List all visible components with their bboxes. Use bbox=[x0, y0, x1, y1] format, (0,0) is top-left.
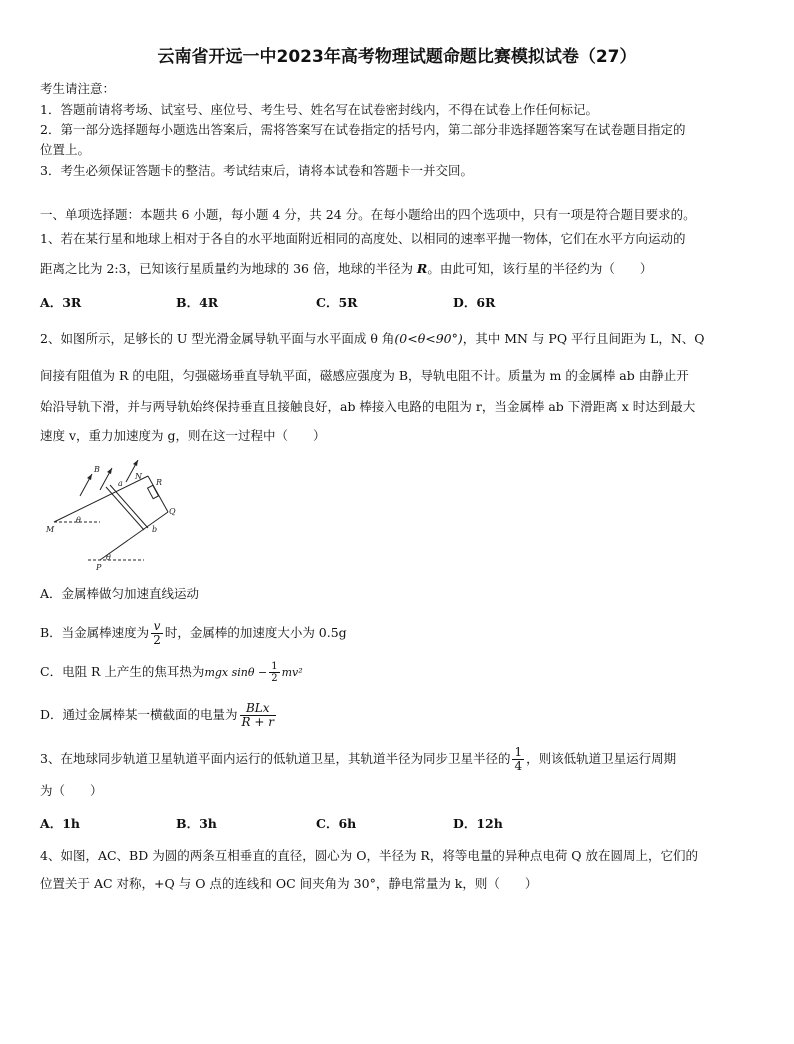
notice-item: 位置上。 bbox=[40, 142, 91, 157]
label-b-field: B bbox=[94, 465, 100, 474]
q1-text: 1、若在某行星和地球上相对于各自的水平地面附近相同的高度处、以相同的速率平抛一物体，它们在水平方向运动的 bbox=[40, 231, 686, 246]
q2-text: 间接有阻值为 R 的电阻，匀强磁场垂直导轨平面，磁感应强度为 B，导轨电阻不计。质量为 m 的金属棒 ab 由静止开 bbox=[40, 368, 689, 383]
q2-rail-diagram bbox=[44, 460, 184, 572]
q2-figure-labels bbox=[45, 465, 176, 572]
q1-option-d: D．6R bbox=[453, 295, 496, 310]
q1-option-c: C．5R bbox=[316, 295, 358, 310]
q2-option-b: B．当金属棒速度为 $\frac{v}{2}$ 时，金属棒的加速度大小为 0.5g bbox=[40, 619, 347, 647]
notice-item: 3．考生必须保证答题卡的整洁。考试结束后，请将本试卷和答题卡一并交回。 bbox=[40, 163, 473, 178]
label-b-end: b bbox=[152, 525, 158, 534]
label-n: N bbox=[135, 472, 142, 481]
page-title: 云南省开远一中2023年高考物理试题命题比赛模拟试卷（27） bbox=[157, 47, 637, 67]
q1-option-a: A．3R bbox=[40, 295, 82, 310]
q1-text: 距离之比为 2:3，已知该行星质量约为地球的 36 倍，地球的半径为 R。由此可知，该行星的半径约为（ ） bbox=[40, 261, 653, 276]
label-m: M bbox=[46, 525, 55, 534]
section-heading: 一、单项选择题：本题共 6 小题，每小题 4 分，共 24 分。在每小题给出的四个选项中，只有一项是符合题目要求的。 bbox=[40, 207, 696, 222]
q1-option-b: B．4R bbox=[176, 295, 219, 310]
q2-option-d: D．通过金属棒某一横截面的电量为 $\frac{\text{BLx}}{R + r}$ bbox=[40, 701, 274, 729]
label-a: a bbox=[118, 479, 123, 488]
q3-option-d: D．12h bbox=[453, 816, 503, 831]
notice-item: 1．答题前请将考场、试室号、座位号、考生号、姓名写在试卷密封线内，不得在试卷上作任何标记。 bbox=[40, 102, 598, 117]
q3-text: 为（ ） bbox=[40, 783, 103, 798]
q2-option-a: A．金属棒做匀加速直线运动 bbox=[40, 586, 200, 601]
q2-text: 2、如图所示，足够长的 U 型光滑金属导轨平面与水平面成 θ 角(0<θ<90°)，其中 MN 与 PQ 平行且间距为 L，N、Q bbox=[40, 331, 705, 346]
q2-text: 始沿导轨下滑，并与两导轨始终保持垂直且接触良好，ab 棒接入电路的电阻为 r，当金属棒 ab 下滑距离 x 时达到最大 bbox=[40, 399, 696, 414]
q3-text: 3、在地球同步轨道卫星轨道平面内运行的低轨道卫星，其轨道半径为同步卫星半径的 $\frac{1}{4}$ ，则该低轨道卫星运行周期 bbox=[40, 745, 677, 773]
q3-option-a: A．1h bbox=[40, 816, 80, 831]
label-theta-2: θ bbox=[106, 553, 111, 562]
q4-text: 4、如图，AC、BD 为圆的两条互相垂直的直径，圆心为 O，半径为 R，将等电量的异种点电荷 Q 放在圆周上，它们的 bbox=[40, 848, 699, 863]
label-p: P bbox=[96, 563, 102, 572]
notice-heading: 考生请注意： bbox=[40, 81, 116, 96]
label-r: R bbox=[156, 478, 163, 487]
q2-text: 速度 v，重力加速度为 g，则在这一过程中（ ） bbox=[40, 428, 326, 443]
q3-option-b: B．3h bbox=[176, 816, 217, 831]
q4-text: 位置关于 AC 对称，+Q 与 O 点的连线和 OC 间夹角为 30°，静电常量为 k，则（ ） bbox=[40, 876, 538, 891]
q3-option-c: C．6h bbox=[316, 816, 357, 831]
label-q: Q bbox=[169, 507, 176, 516]
q2-option-c: C．电阻 R 上产生的焦耳热为mgx sinθ − $\frac{1}{2}$ mv² bbox=[40, 661, 303, 684]
notice-item: 2．第一部分选择题每小题选出答案后，需将答案写在试卷指定的括号内，第二部分非选择题答案写在试卷题目指定的 bbox=[40, 122, 686, 137]
label-theta-1: θ bbox=[76, 516, 81, 525]
